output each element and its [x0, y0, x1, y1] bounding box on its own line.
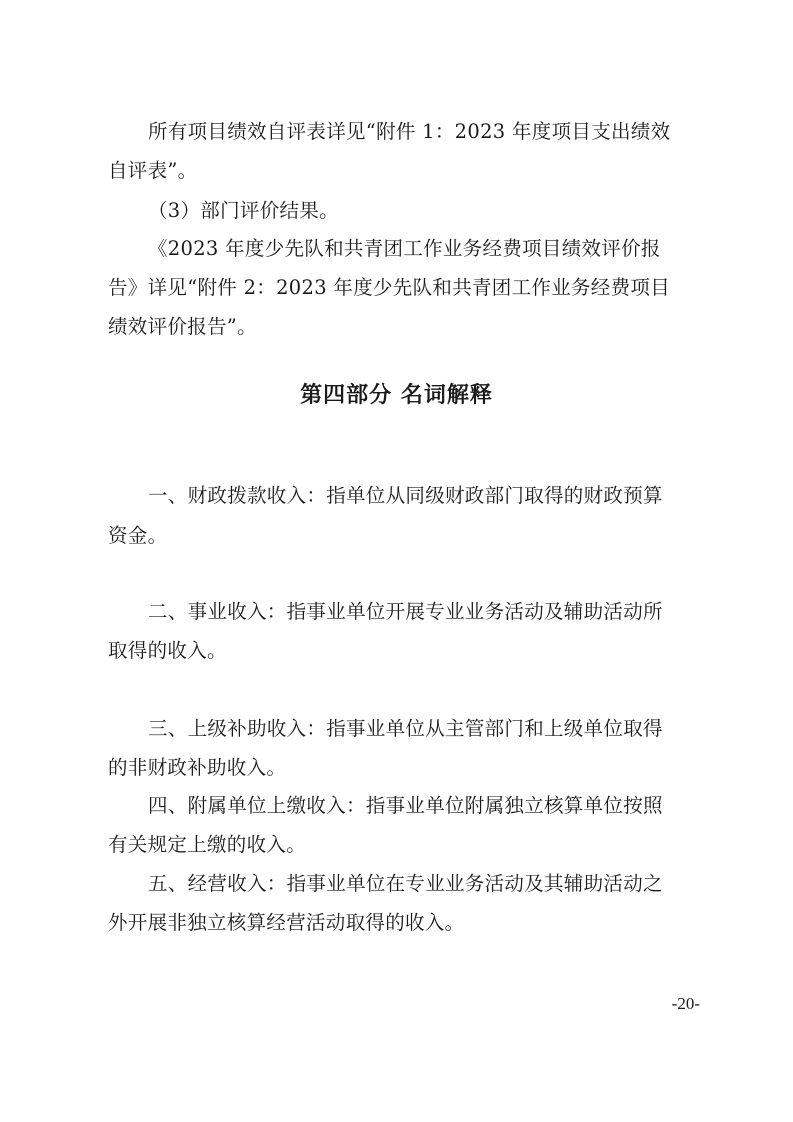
section-heading: 第四部分 名词解释: [300, 383, 493, 408]
paragraph-line: （3）部门评价结果。: [148, 199, 339, 222]
definition-line: 四、附属单位上缴收入：指事业单位附属独立核算单位按照: [148, 794, 663, 817]
definition-line: 的非财政补助收入。: [108, 756, 287, 779]
definition-line: 资金。: [108, 524, 168, 547]
definition-line: 一、财政拨款收入：指单位从同级财政部门取得的财政预算: [148, 484, 663, 507]
definition-line: 外开展非独立核算经营活动取得的收入。: [108, 911, 465, 934]
definition-line: 有关规定上缴的收入。: [108, 833, 307, 856]
page-number: -20-: [671, 994, 700, 1013]
paragraph-line: 告》详见“附件 2：2023 年度少先队和共青团工作业务经费项目: [108, 276, 670, 299]
paragraph-line: 《2023 年度少先队和共青团工作业务经费项目绩效评价报: [148, 237, 661, 260]
definition-line: 五、经营收入：指事业单位在专业业务活动及其辅助活动之: [148, 872, 663, 895]
paragraph-line: 所有项目绩效自评表详见“附件 1：2023 年度项目支出绩效: [148, 120, 671, 143]
definition-line: 取得的收入。: [108, 639, 227, 662]
paragraph-line: 绩效评价报告”。: [108, 315, 257, 338]
definition-line: 二、事业收入：指事业单位开展专业业务活动及辅助活动所: [148, 600, 663, 623]
definition-line: 三、上级补助收入：指事业单位从主管部门和上级单位取得: [148, 717, 663, 740]
paragraph-line: 自评表”。: [108, 159, 198, 182]
